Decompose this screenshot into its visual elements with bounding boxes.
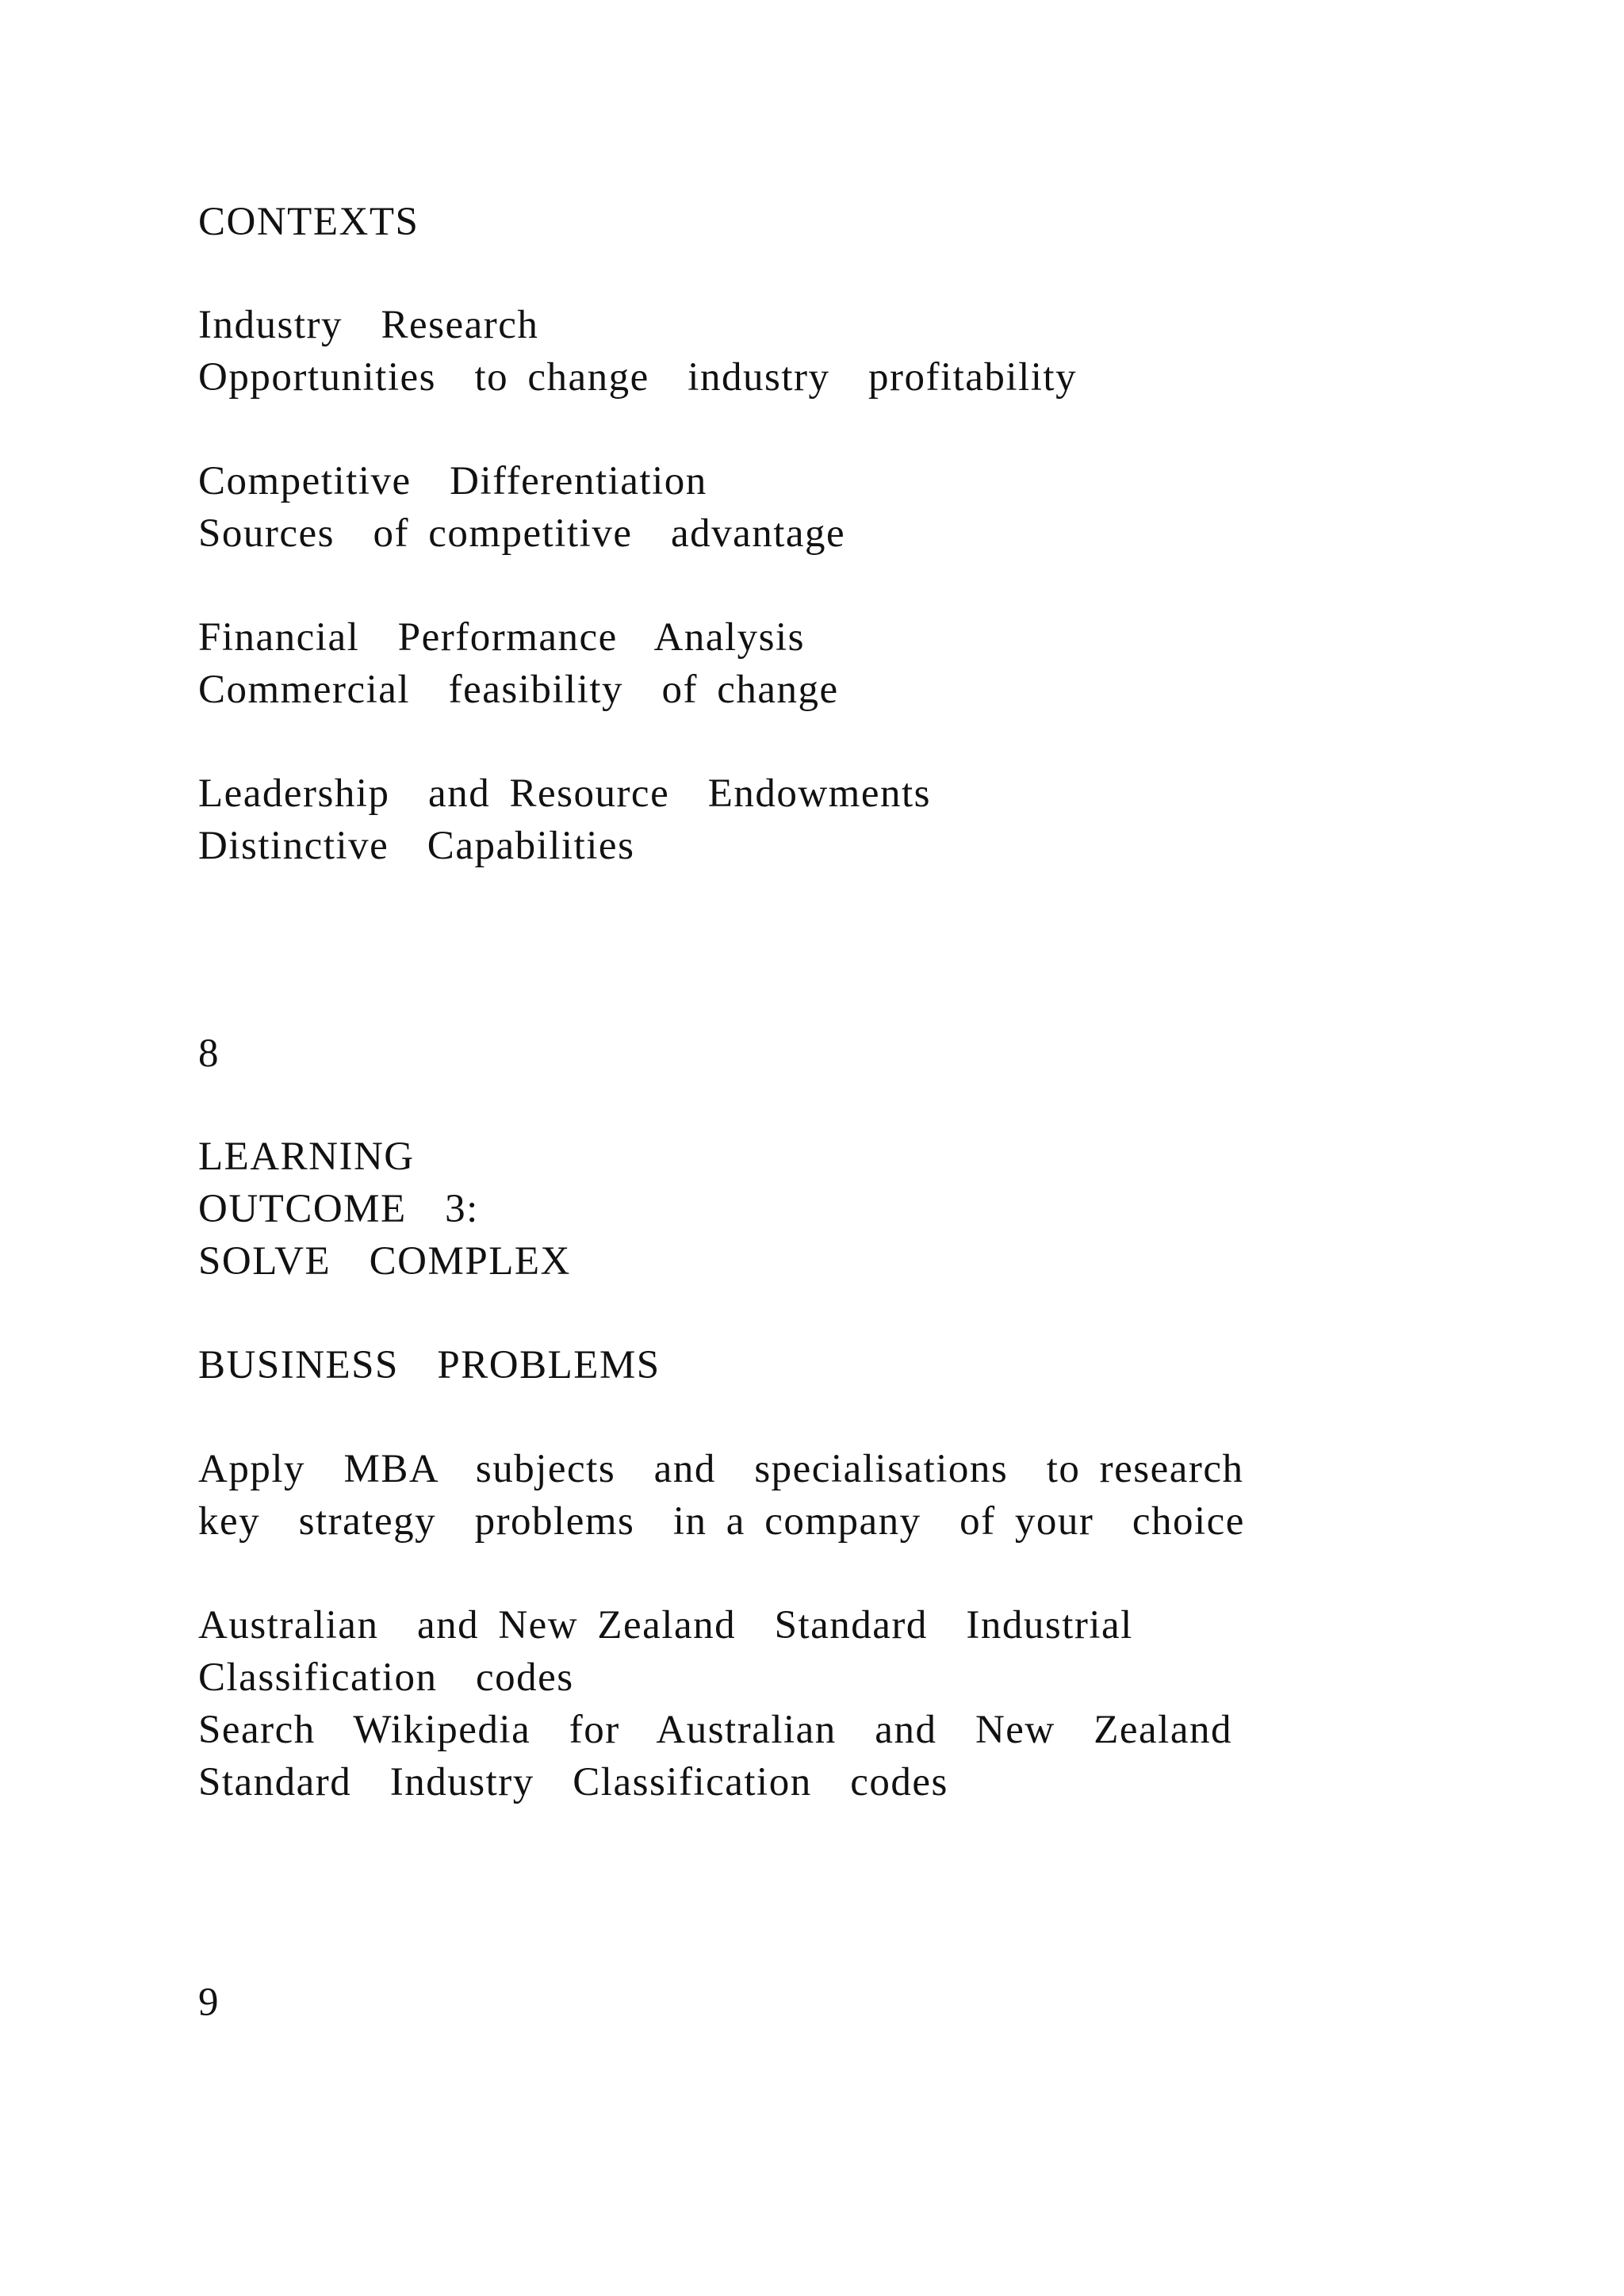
apply-line-1: Apply MBA subjects and specialisations to research: [198, 1447, 1244, 1491]
anzsic-line-4: Standard Industry Classification codes: [198, 1760, 948, 1804]
page-number-9: 9: [198, 1980, 220, 2025]
context-description-competitive-differentiation: Sources of competitive advantage: [198, 511, 846, 556]
context-title-leadership-resources: Leadership and Resource Endowments: [198, 771, 932, 816]
apply-line-2: key strategy problems in a company of your choice: [198, 1499, 1245, 1544]
context-title-industry-research: Industry Research: [198, 303, 539, 347]
anzsic-line-3: Search Wikipedia for Australian and New Zealand: [198, 1708, 1232, 1752]
anzsic-line-2: Classification codes: [198, 1655, 574, 1700]
page-number-8: 8: [198, 1031, 220, 1076]
context-description-industry-research: Opportunities to change industry profitability: [198, 355, 1078, 400]
anzsic-line-1: Australian and New Zealand Standard Industrial: [198, 1603, 1133, 1647]
learning-outcome-line-4: BUSINESS PROBLEMS: [198, 1343, 661, 1387]
learning-outcome-line-3: SOLVE COMPLEX: [198, 1239, 571, 1284]
context-title-competitive-differentiation: Competitive Differentiation: [198, 459, 707, 503]
context-description-financial-performance: Commercial feasibility of change: [198, 668, 839, 712]
learning-outcome-line-2: OUTCOME 3:: [198, 1187, 479, 1231]
context-description-leadership-resources: Distinctive Capabilities: [198, 824, 635, 868]
learning-outcome-line-1: LEARNING: [198, 1135, 415, 1179]
context-title-financial-performance: Financial Performance Analysis: [198, 615, 805, 660]
contexts-heading: CONTEXTS: [198, 200, 419, 244]
